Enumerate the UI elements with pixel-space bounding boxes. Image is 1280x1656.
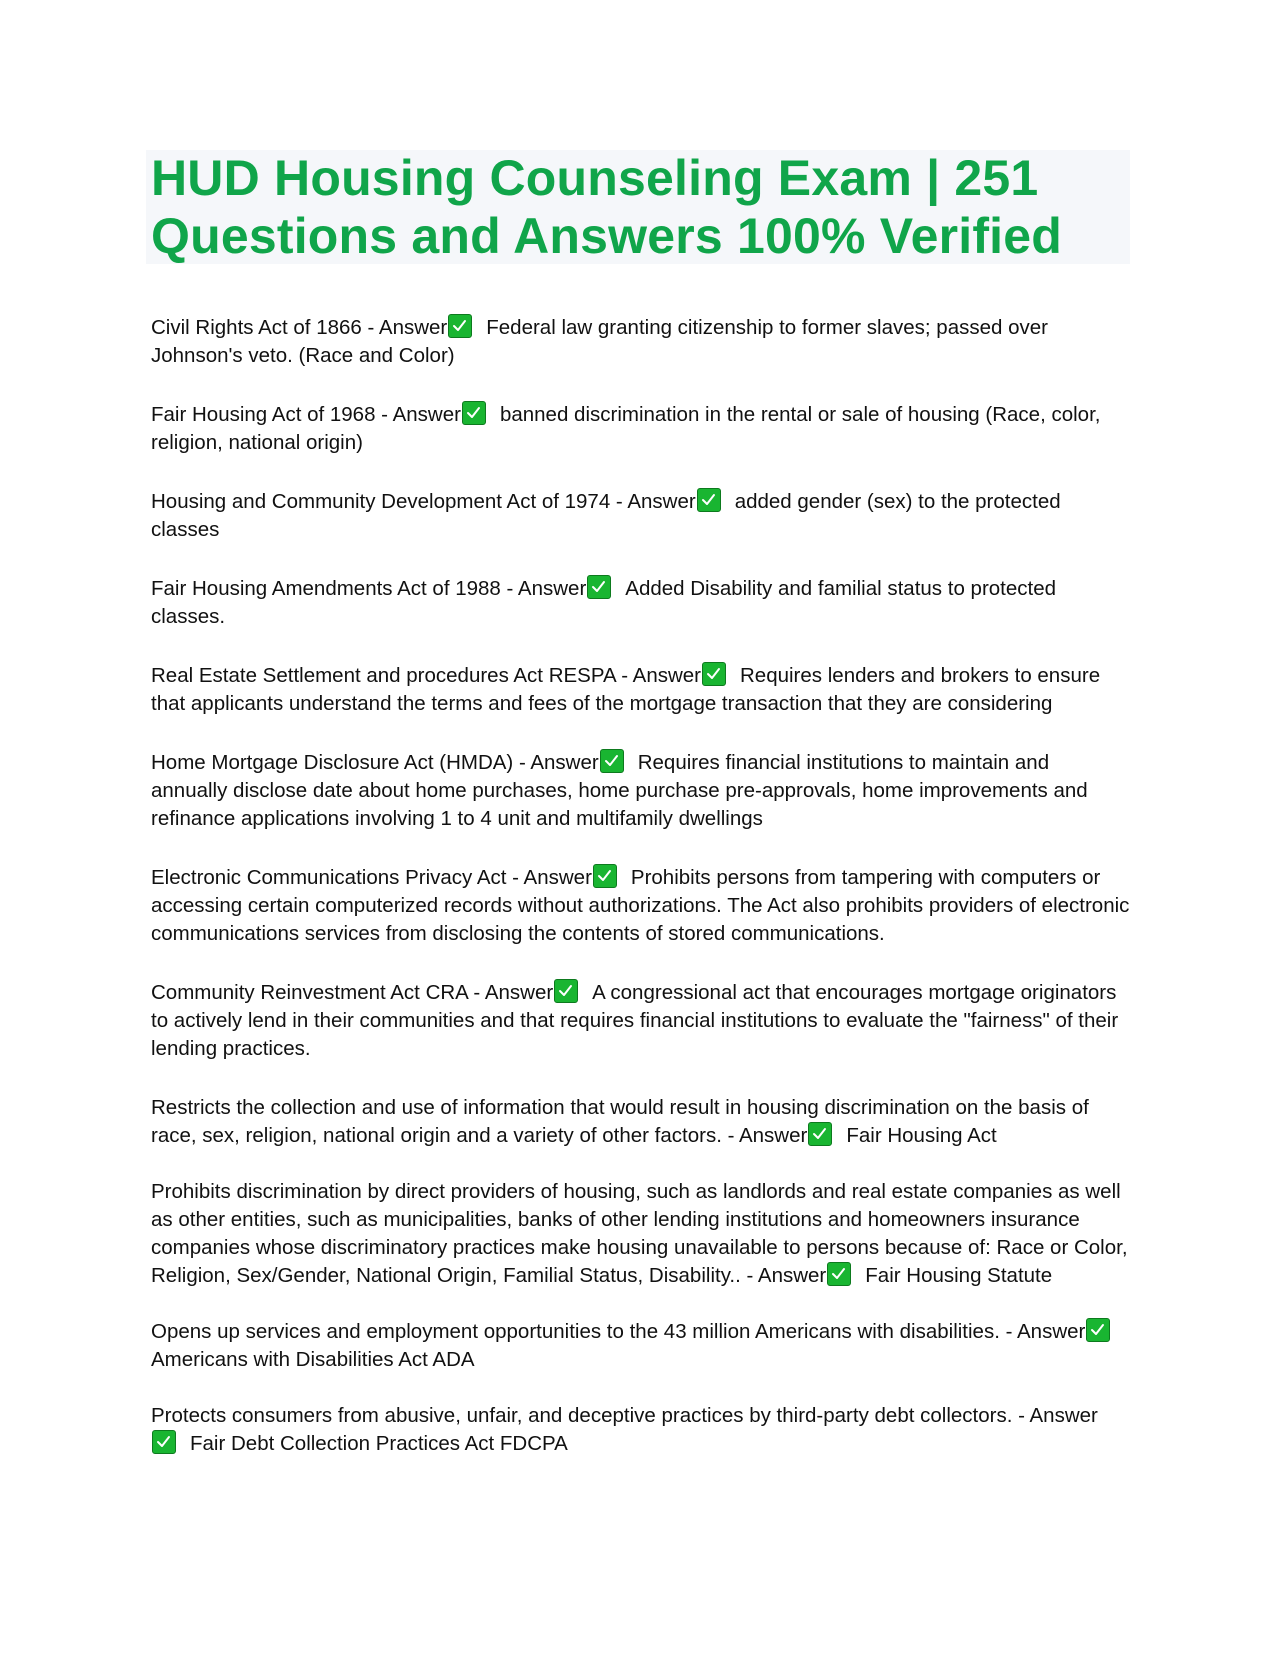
answer-marker: Answer <box>738 1124 808 1147</box>
question-text: Civil Rights Act of 1866 - <box>151 316 379 339</box>
question-text: Opens up services and employment opportunities to the 43 million Americans with disabilities. - <box>151 1320 1017 1343</box>
answer-marker: Answer <box>1029 1404 1098 1427</box>
answer-text: Americans with Disabilities Act ADA <box>151 1348 475 1371</box>
qa-item <box>151 314 1131 370</box>
answer-marker: Answer <box>517 577 587 600</box>
green-checkmark-icon <box>462 401 486 425</box>
answer-marker: Answer <box>378 316 448 339</box>
green-checkmark-icon <box>808 1122 832 1146</box>
qa-item <box>151 662 1131 718</box>
answer-text: Added Disability and familial status to protected classes. <box>151 577 1057 628</box>
qa-item <box>151 749 1131 833</box>
question-text: Electronic Communications Privacy Act - <box>151 866 524 889</box>
green-checkmark-icon <box>827 1262 851 1286</box>
green-checkmark-icon <box>593 864 617 888</box>
answer-text: Fair Housing Statute <box>865 1264 1053 1287</box>
answer-marker: Answer <box>392 403 461 426</box>
qa-item <box>151 979 1131 1063</box>
answer-text: Requires lenders and brokers to ensure that applicants understand the terms and fees of the mortgage transaction that they are considering <box>151 664 1101 715</box>
answer-text: banned discrimination in the rental or sale of housing (Race, color, religion, national origin) <box>151 403 1101 454</box>
question-text: Community Reinvestment Act CRA - <box>151 981 485 1004</box>
answer-marker: Answer <box>632 664 701 687</box>
qa-item <box>151 1318 1131 1374</box>
answer-text: Prohibits persons from tampering with computers or accessing certain computerized records without authorizations. The Act also prohibits providers of electronic communications services from disclosing the contents of stored communications. <box>151 866 1130 945</box>
qa-list <box>151 314 1131 1489</box>
green-checkmark-icon <box>702 662 726 686</box>
green-checkmark-icon <box>1086 1318 1110 1342</box>
answer-text: Federal law granting citizenship to former slaves; passed over Johnson's veto. (Race and Color) <box>151 316 1048 367</box>
qa-item <box>151 401 1131 457</box>
green-checkmark-icon <box>448 314 472 338</box>
answer-marker: Answer <box>484 981 554 1004</box>
qa-item <box>151 488 1131 544</box>
question-text: Protects consumers from abusive, unfair, and deceptive practices by third-party debt collectors. - <box>151 1404 1030 1427</box>
green-checkmark-icon <box>587 575 611 599</box>
answer-text: A congressional act that encourages mortgage originators to actively lend in their communities and that requires financial institutions to evaluate the "fairness" of their lending practices. <box>151 981 1119 1060</box>
answer-marker: Answer <box>530 751 599 774</box>
answer-text: Fair Debt Collection Practices Act FDCPA <box>190 1432 568 1455</box>
answer-marker: Answer <box>627 490 696 513</box>
answer-marker: Answer <box>1017 1320 1086 1343</box>
question-text: Home Mortgage Disclosure Act (HMDA) - <box>151 751 531 774</box>
answer-text: Requires financial institutions to maintain and annually disclose date about home purchases, home purchase pre-approvals, home improvements and refinance applications involving 1 to 4 unit and multifamily dwellings <box>151 751 1088 830</box>
qa-item <box>151 575 1131 631</box>
qa-item <box>151 1178 1131 1290</box>
green-checkmark-icon <box>554 979 578 1003</box>
question-text: Fair Housing Act of 1968 - <box>151 403 393 426</box>
qa-item <box>151 864 1131 948</box>
document-title: HUD Housing Counseling Exam | 251 Questions and Answers 100% Verified <box>151 150 1063 264</box>
question-text: Prohibits discrimination by direct providers of housing, such as landlords and real estate companies as well as other entities, such as municipalities, banks of other lending institutions and homeowners insurance companies whose discriminatory practices make housing unavailable to persons because of: Race or Color, Religion, Sex/Gender, National Origin, Familial Status, Disability.. - <box>151 1180 1128 1287</box>
answer-text: Fair Housing Act <box>846 1124 997 1147</box>
question-text: Housing and Community Development Act of 1974 - <box>151 490 628 513</box>
green-checkmark-icon <box>600 749 624 773</box>
answer-text: added gender (sex) to the protected classes <box>151 490 1061 541</box>
answer-marker: Answer <box>757 1264 827 1287</box>
green-checkmark-icon <box>152 1430 176 1454</box>
answer-marker: Answer <box>523 866 592 889</box>
green-checkmark-icon <box>697 488 721 512</box>
qa-item <box>151 1094 1131 1150</box>
question-text: Restricts the collection and use of information that would result in housing discrimination on the basis of race, sex, religion, national origin and a variety of other factors. - <box>151 1096 1089 1147</box>
qa-item <box>151 1402 1131 1458</box>
question-text: Fair Housing Amendments Act of 1988 - <box>151 577 518 600</box>
question-text: Real Estate Settlement and procedures Act RESPA - <box>151 664 633 687</box>
